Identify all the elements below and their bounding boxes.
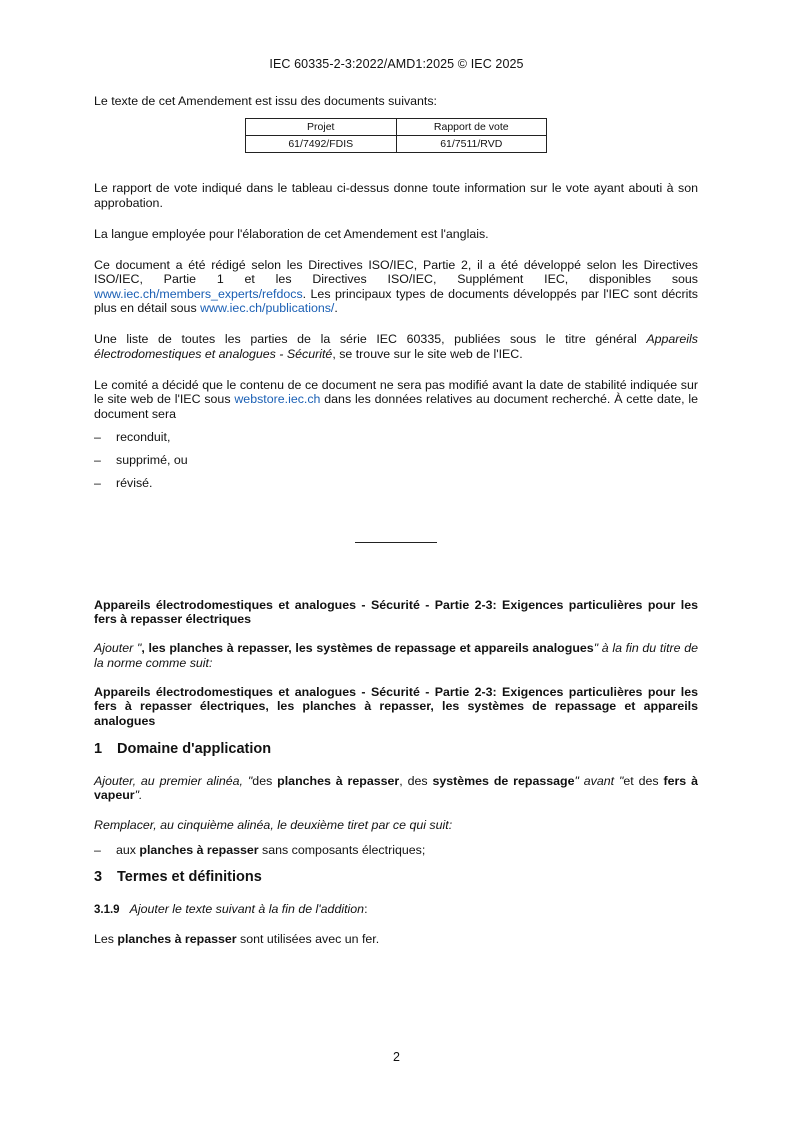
stability-paragraph xyxy=(94,378,698,421)
list-item xyxy=(94,430,698,444)
list-item-text: reconduit, xyxy=(116,429,171,444)
list-item-text: supprimé, ou xyxy=(116,453,188,468)
section-3-heading xyxy=(94,870,698,884)
vote-table xyxy=(245,118,547,153)
instruction-text: ". xyxy=(134,788,143,803)
series-text: , se trouve sur le site web de l'IEC. xyxy=(332,346,523,361)
series-title: Appareils électrodomestiques et analogues - Sécurité xyxy=(94,332,698,361)
table-header-row xyxy=(246,119,547,136)
inserted-text: des xyxy=(252,774,278,789)
directives-text: . xyxy=(334,301,338,316)
term-body-prefix: Les xyxy=(94,931,118,946)
page-number: 2 xyxy=(393,1050,400,1064)
term-systemes: systèmes de repassage xyxy=(432,774,575,789)
section-title: Termes et définitions xyxy=(117,869,262,886)
term-planches: planches à repasser xyxy=(139,843,259,858)
list-item xyxy=(94,476,698,490)
section-title: Domaine d'application xyxy=(117,740,272,757)
inserted-text: et des xyxy=(623,774,664,789)
section-1-heading xyxy=(94,742,698,756)
list-item xyxy=(94,843,698,857)
webstore-link[interactable]: webstore.iec.ch xyxy=(234,392,321,407)
term-instruction xyxy=(94,902,698,917)
table-row xyxy=(246,136,547,153)
term-planches: planches à repasser xyxy=(117,931,237,946)
directives-paragraph xyxy=(94,258,698,315)
series-text: Une liste de toutes les parties de la série IEC 60335, publiées sous le titre général xyxy=(94,332,647,347)
added-title-text: , les planches à repasser, les systèmes de repassage et appareils analogues xyxy=(141,641,594,656)
refdocs-link[interactable]: www.iec.ch/members_experts/refdocs xyxy=(94,286,303,301)
intro-text: Le texte de cet Amendement est issu des documents suivants: xyxy=(94,94,437,108)
stability-text: Le comité a décidé que le contenu de ce document ne sera pas modifié avant la date de stabilité indiquée sur le site web de l'IEC sous xyxy=(94,377,698,407)
section-number: 3 xyxy=(94,869,103,886)
table-cell: 61/7492/FDIS xyxy=(246,136,397,153)
scope-replace-instruction: Remplacer, au cinquième alinéa, le deuxième tiret par ce qui suit: xyxy=(94,817,453,832)
term-body-suffix: sont utilisées avec un fer. xyxy=(236,931,380,946)
page-content xyxy=(94,94,698,946)
vote-report-paragraph: Le rapport de vote indiqué dans le tableau ci-dessus donne toute information sur le vote ayant abouti à son approbation. xyxy=(94,181,698,210)
title-amendment-instruction xyxy=(94,641,698,670)
list-item-text xyxy=(116,843,425,857)
instruction-text: " avant " xyxy=(574,774,624,789)
dash-bullet: – xyxy=(94,476,101,491)
term-body xyxy=(94,932,698,946)
separator-rule xyxy=(355,542,437,543)
instruction-text: " à la fin du titre de la norme comme suit: xyxy=(94,641,698,670)
list-item xyxy=(94,453,698,467)
stability-text: dans les données relatives au document recherché. À cette date, le document sera xyxy=(94,392,699,421)
dash-bullet: – xyxy=(94,453,101,468)
table-cell: 61/7511/RVD xyxy=(396,136,547,153)
list-item-text: révisé. xyxy=(116,476,153,491)
directives-text: Ce document a été rédigé selon les Directives ISO/IEC, Partie 2, il a été développé selon les Directives ISO/IEC, Partie 1 et les Directives ISO/IEC, Supplément IEC, disponibles sous xyxy=(94,258,698,287)
old-title: Appareils électrodomestiques et analogues - Sécurité - Partie 2-3: Exigences particulières pour les fers à repasser électriques xyxy=(94,597,698,627)
new-title: Appareils électrodomestiques et analogues - Sécurité - Partie 2-3: Exigences particulières pour les fers à repasser électriques, les planches à repasser, les systèmes de repassage et appareils analogues xyxy=(94,684,698,728)
page-header: IEC 60335-2-3:2022/AMD1:2025 © IEC 2025 xyxy=(269,57,524,71)
instruction-text: Ajouter xyxy=(94,641,137,656)
table-header-cell: Rapport de vote xyxy=(396,119,547,136)
dash-bullet: – xyxy=(94,429,101,444)
instruction-text: " xyxy=(247,774,253,789)
instruction-text: " xyxy=(136,641,142,656)
inserted-text: , des xyxy=(399,774,433,789)
scope-add-instruction xyxy=(94,774,698,803)
instruction-text: Ajouter le texte suivant à la fin de l'addition xyxy=(129,901,365,916)
series-paragraph xyxy=(94,332,698,361)
list-item-prefix: aux xyxy=(116,843,140,858)
list-item-suffix: sans composants électriques; xyxy=(258,843,426,858)
term-planches: planches à repasser xyxy=(277,774,400,789)
publications-link[interactable]: www.iec.ch/publications/ xyxy=(200,301,335,316)
section-number: 1 xyxy=(94,740,103,757)
directives-text: . Les principaux types de documents développés par l'IEC sont décrits plus en détail sous xyxy=(94,286,698,316)
term-fers: fers à vapeur xyxy=(94,774,698,803)
dash-bullet: – xyxy=(94,843,101,858)
term-number: 3.1.9 xyxy=(94,903,120,916)
table-header-cell: Projet xyxy=(246,119,397,136)
language-paragraph: La langue employée pour l'élaboration de cet Amendement est l'anglais. xyxy=(94,226,489,241)
instruction-text: Ajouter, au premier alinéa, xyxy=(94,774,248,789)
instruction-colon: : xyxy=(364,901,368,916)
